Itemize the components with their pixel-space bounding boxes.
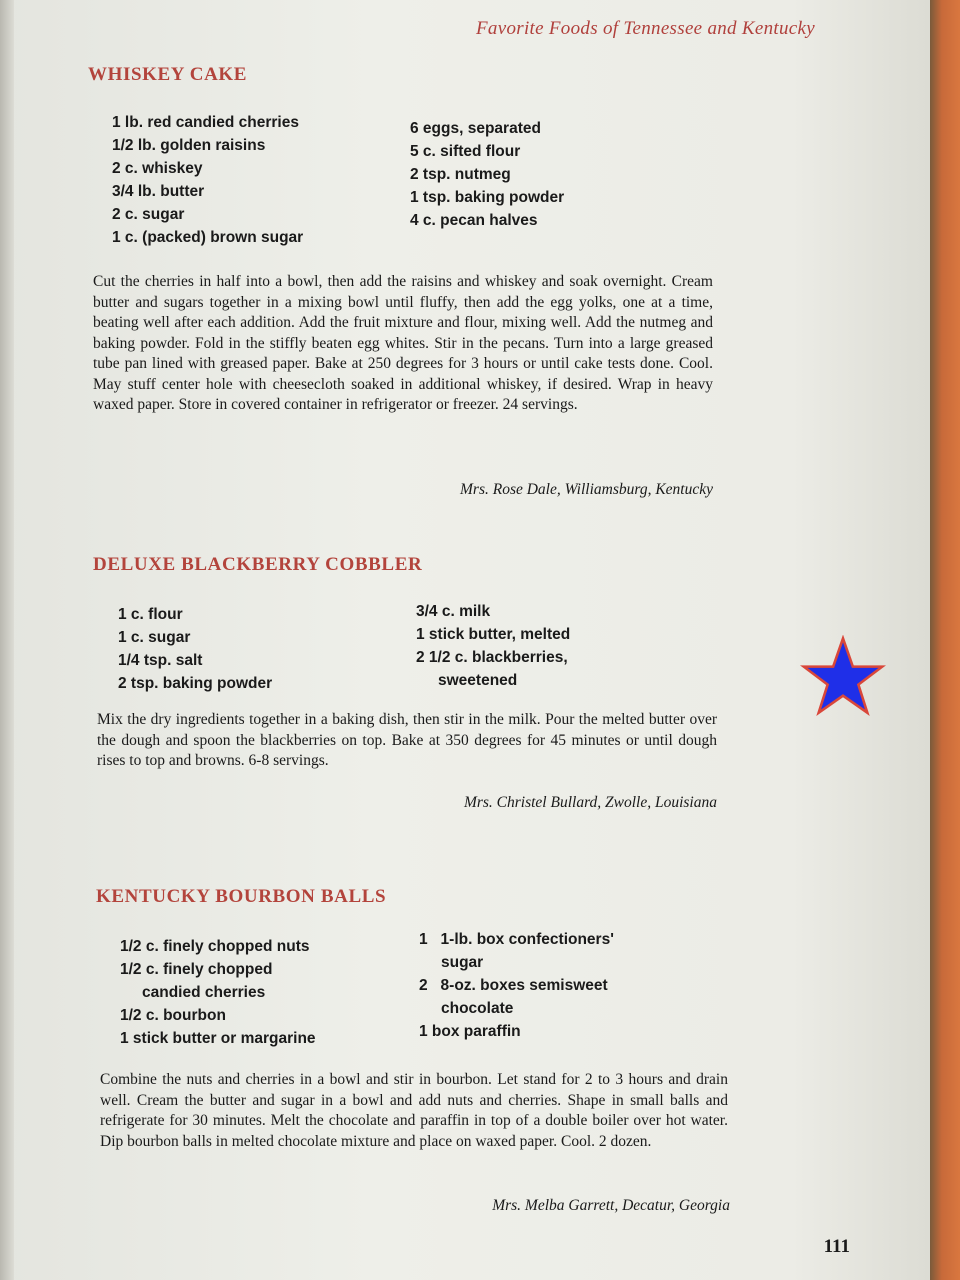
ingredients-right-blackberry-cobbler xyxy=(416,600,570,692)
ingredient: 4 c. pecan halves xyxy=(410,212,538,229)
ingredient: 2 tsp. baking powder xyxy=(118,675,273,692)
page-binding xyxy=(0,0,14,1280)
ingredient: 6 eggs, separated xyxy=(410,120,541,137)
ingredient: 1/4 tsp. salt xyxy=(118,652,203,669)
ingredients-left-blackberry-cobbler xyxy=(118,603,272,695)
page-number: 111 xyxy=(823,1236,850,1257)
ingredients-left-whiskey-cake xyxy=(112,111,303,249)
ingredient: 1/2 lb. golden raisins xyxy=(112,137,266,154)
ingredient: 3/4 lb. butter xyxy=(112,183,205,200)
ingredient: 2 c. sugar xyxy=(112,206,185,223)
ingredient: 1 1-lb. box confectioners' xyxy=(419,931,614,948)
recipe-title-whiskey-cake: WHISKEY CAKE xyxy=(88,64,248,85)
ingredient: 1 stick butter, melted xyxy=(416,626,571,643)
ingredient: 1 lb. red candied cherries xyxy=(112,114,299,131)
adjacent-page-edge xyxy=(930,0,960,1280)
ingredient: 1/2 c. bourbon xyxy=(120,1007,226,1024)
ingredient: 1 tsp. baking powder xyxy=(410,189,565,206)
ingredient: chocolate xyxy=(441,1000,514,1017)
ingredient: candied cherries xyxy=(142,984,266,1001)
recipe-title-blackberry-cobbler: DELUXE BLACKBERRY COBBLER xyxy=(93,554,423,575)
ingredient: 2 1/2 c. blackberries, xyxy=(416,649,568,666)
ingredient: 2 c. whiskey xyxy=(112,160,203,177)
ingredient: 1/2 c. finely chopped xyxy=(120,961,273,978)
running-head: Favorite Foods of Tennessee and Kentucky xyxy=(476,18,815,39)
directions-blackberry-cobbler: Mix the dry ingredients together in a baking dish, then stir in the milk. Pour the melted butter over the dough and spoon the blackberries on top. Bake at 350 degrees for 45 minutes or until dough rises to top and browns. 6-8 servings. xyxy=(97,711,717,769)
star-icon xyxy=(800,635,886,717)
ingredient: 1/2 c. finely chopped nuts xyxy=(120,938,310,955)
ingredient: 2 tsp. nutmeg xyxy=(410,166,511,183)
ingredient: 1 c. flour xyxy=(118,606,183,623)
ingredient: sweetened xyxy=(438,672,518,689)
credit-bourbon-balls: Mrs. Melba Garrett, Decatur, Georgia xyxy=(492,1197,730,1214)
ingredients-right-whiskey-cake xyxy=(410,117,564,232)
ingredients-right-bourbon-balls xyxy=(419,928,614,1043)
ingredient: 3/4 c. milk xyxy=(416,603,491,620)
recipe-title-bourbon-balls: KENTUCKY BOURBON BALLS xyxy=(96,886,387,907)
directions-whiskey-cake: Cut the cherries in half into a bowl, then add the raisins and whiskey and soak overnight. Cream butter and sugars together in a mixing bowl until fluffy, then add the egg yolks, one at a time, beating well after each addition. Add the fruit mixture and flour, mixing well. Add the nutmeg and baking powder. Fold in the stiffly beaten egg whites. Stir in the pecans. Turn into a large greased tube pan lined with greased paper. Bake at 250 degrees for 3 hours or until cake tests done. Cool. May stuff center hole with cheesecloth soaked in additional whiskey, if desired. Wrap in heavy waxed paper. Store in covered container in refrigerator or freezer. 24 servings. xyxy=(93,273,713,413)
directions-bourbon-balls: Combine the nuts and cherries in a bowl and stir in bourbon. Let stand for 2 to 3 hours and drain well. Cream the butter and sugar in a bowl and add nuts and cherries. Shape in small balls and refrigerate for 30 minutes. Melt the chocolate and paraffin in top of a double boiler over hot water. Dip bourbon balls in melted chocolate mixture and place on waxed paper. Cool. 2 dozen. xyxy=(100,1071,728,1150)
ingredient: 1 box paraffin xyxy=(419,1023,521,1040)
ingredient: 5 c. sifted flour xyxy=(410,143,521,160)
credit-whiskey-cake: Mrs. Rose Dale, Williamsburg, Kentucky xyxy=(460,481,713,498)
ingredient: 2 8-oz. boxes semisweet xyxy=(419,977,608,994)
credit-blackberry-cobbler: Mrs. Christel Bullard, Zwolle, Louisiana xyxy=(463,794,717,811)
ingredient: 1 c. sugar xyxy=(118,629,191,646)
ingredient: 1 stick butter or margarine xyxy=(120,1030,316,1047)
ingredient: sugar xyxy=(441,954,484,971)
ingredients-left-bourbon-balls xyxy=(120,935,316,1050)
ingredient: 1 c. (packed) brown sugar xyxy=(112,229,304,246)
